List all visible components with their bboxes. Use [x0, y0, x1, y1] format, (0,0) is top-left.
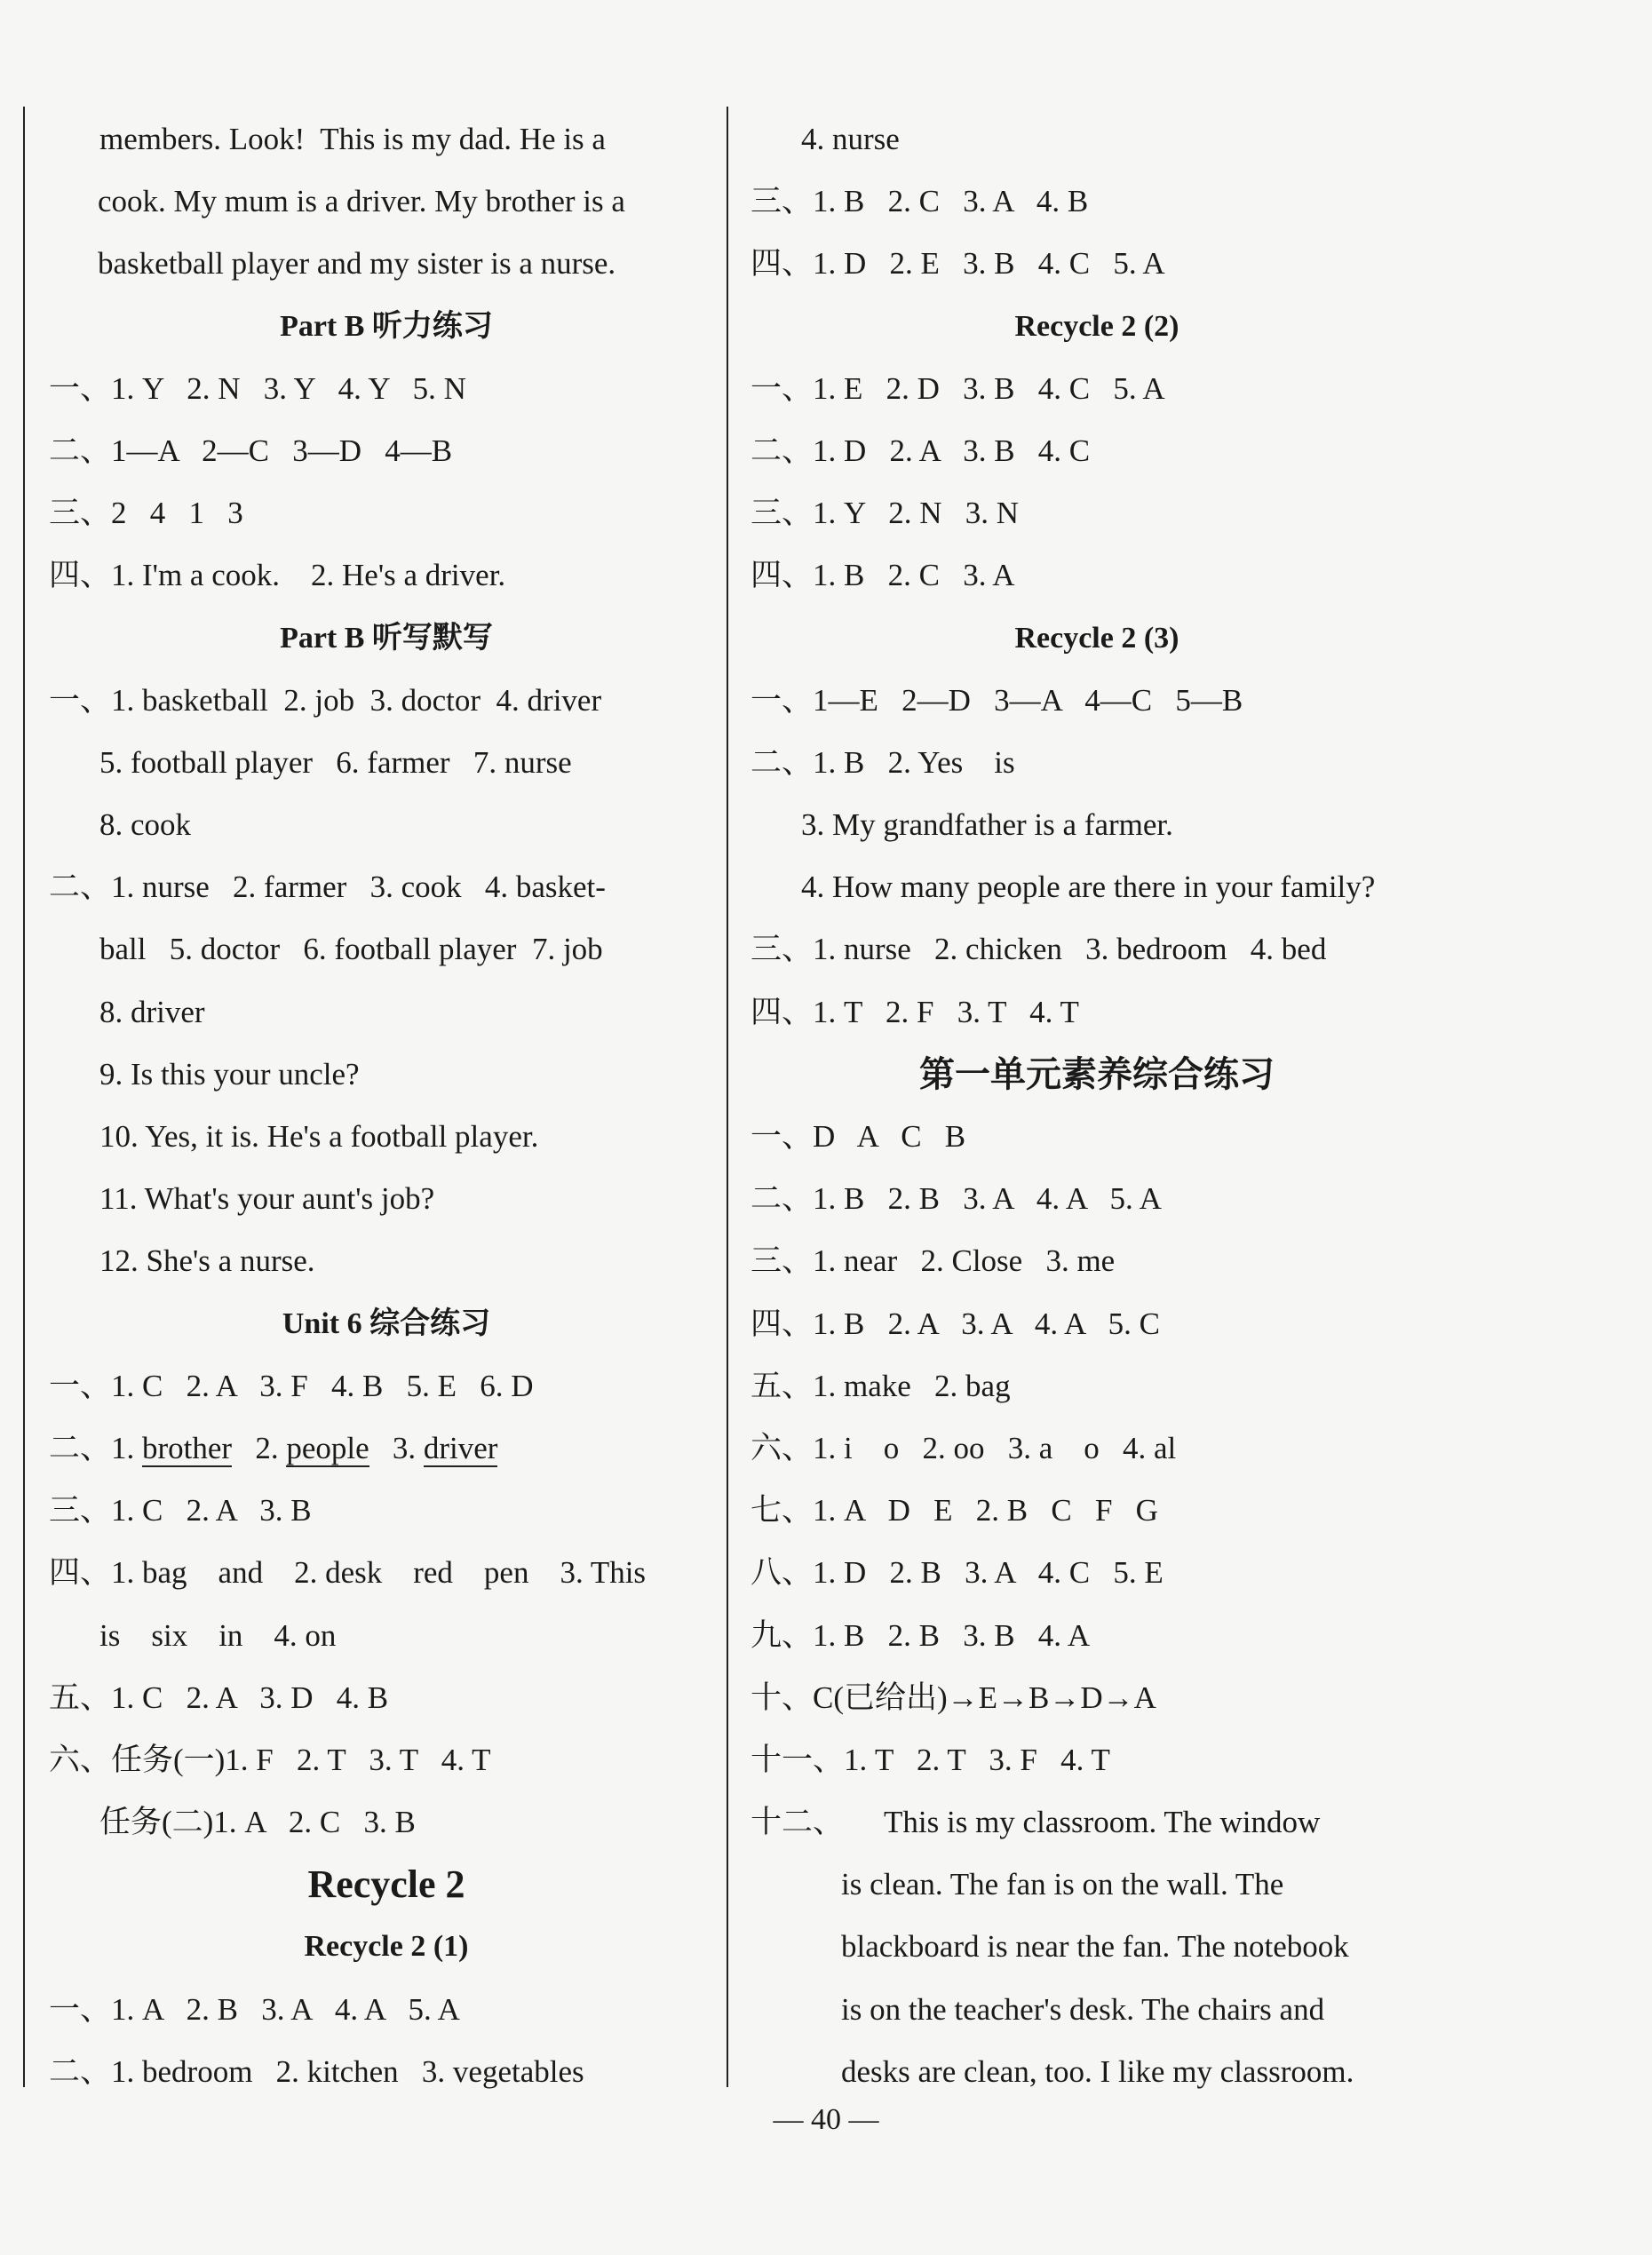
answer-line: 十一、1. T 2. T 3. F 4. T [751, 1742, 1110, 1777]
underlined-answer: people [286, 1430, 369, 1465]
answer-line: 12. She's a nurse. [99, 1243, 315, 1279]
answer-line: 10. Yes, it is. He's a football player. [99, 1119, 539, 1154]
right-column [751, 108, 1443, 2103]
section-heading: Recycle 2 (2) [1014, 309, 1179, 343]
section-heading: Unit 6 综合练习 [282, 1306, 491, 1340]
section-heading: Part B 听写默写 [280, 621, 493, 655]
underlined-answer: brother [142, 1430, 233, 1465]
text-line: members. Look! This is my dad. He is a [99, 122, 606, 156]
answer-line: 九、1. B 2. B 3. B 4. A [751, 1617, 1091, 1653]
column-divider [727, 107, 728, 2087]
answer-line [751, 1791, 1443, 1854]
answer-prefix: 3. [369, 1430, 424, 1465]
answer-line: 三、1. nurse 2. chicken 3. bedroom 4. bed [751, 932, 1327, 967]
page-number: — 40 — [773, 2103, 879, 2136]
answer-line: 一、1. Y 2. N 3. Y 4. Y 5. N [49, 370, 466, 406]
answer-line: 二、1. D 2. A 3. B 4. C [751, 433, 1091, 468]
answer-line: ball 5. doctor 6. football player 7. job [99, 932, 603, 967]
answer-line: 四、1. B 2. A 3. A 4. A 5. C [751, 1306, 1160, 1341]
answer-line: 七、1. A D E 2. B C F G [751, 1493, 1158, 1528]
answer-line: 二、1. B 2. B 3. A 4. A 5. A [751, 1181, 1162, 1217]
answer-line: 三、1. C 2. A 3. B [49, 1493, 312, 1528]
answer-line: 4. How many people are there in your family? [801, 869, 1376, 905]
answer-line: 六、任务(一)1. F 2. T 3. T 4. T [49, 1742, 491, 1777]
section-heading: Recycle 2 (3) [1014, 621, 1179, 655]
answer-line: 四、1. D 2. E 3. B 4. C 5. A [751, 246, 1165, 282]
answer-line: 二、1. bedroom 2. kitchen 3. vegetables [49, 2053, 584, 2089]
unit-heading: Recycle 2 [307, 1862, 465, 1907]
underlined-answer: driver [423, 1430, 498, 1465]
essay-line: is on the teacher's desk. The chairs and [841, 1991, 1325, 2027]
answer-prefix: 十二、 [751, 1805, 845, 1840]
text-line: basketball player and my sister is a nurse. [98, 246, 616, 282]
answer-line: 四、1. I'm a cook. 2. He's a driver. [49, 558, 506, 593]
left-column [49, 108, 724, 2103]
answer-line: 四、1. T 2. F 3. T 4. T [751, 994, 1079, 1029]
essay-text: This is my classroom. The window [884, 1805, 1321, 1840]
section-heading: Recycle 2 (1) [304, 1930, 469, 1964]
answer-line: 8. driver [99, 994, 205, 1029]
answer-line: 一、1. C 2. A 3. F 4. B 5. E 6. D [49, 1368, 534, 1403]
answer-line: 六、1. i o 2. oo 3. a o 4. al [751, 1430, 1177, 1465]
answer-line: 二、1. nurse 2. farmer 3. cook 4. basket- [49, 869, 606, 905]
answer-line: 8. cook [99, 807, 192, 843]
essay-line: desks are clean, too. I like my classroom. [841, 2053, 1354, 2089]
answer-line: 四、1. B 2. C 3. A [751, 558, 1015, 593]
answer-line: 3. My grandfather is a farmer. [801, 807, 1173, 843]
answer-line: 十、C(已给出)→E→B→D→A [751, 1679, 1156, 1715]
answer-line-underlined [49, 1417, 724, 1480]
answer-line: 一、1. E 2. D 3. B 4. C 5. A [751, 370, 1165, 406]
text-line: cook. My mum is a driver. My brother is a [98, 184, 625, 219]
essay-line: blackboard is near the fan. The notebook [841, 1929, 1349, 1965]
answer-line: 二、1. B 2. Yes is [751, 744, 1015, 780]
answer-line: is six in 4. on [99, 1617, 337, 1653]
answer-line: 四、1. bag and 2. desk red pen 3. This [49, 1555, 647, 1591]
answer-line: 五、1. C 2. A 3. D 4. B [49, 1679, 389, 1715]
answer-line: 9. Is this your uncle? [99, 1056, 360, 1092]
answer-prefix: 2. [232, 1430, 287, 1465]
answer-line: 一、D A C B [751, 1119, 966, 1154]
answer-line: 一、1. basketball 2. job 3. doctor 4. driver [49, 682, 602, 718]
answer-line: 任务(二)1. A 2. C 3. B [99, 1805, 416, 1840]
answer-line: 三、1. near 2. Close 3. me [751, 1243, 1116, 1279]
answer-line: 二、1—A 2—C 3—D 4—B [49, 433, 453, 468]
answer-line: 五、1. make 2. bag [751, 1368, 1011, 1403]
essay-line: is clean. The fan is on the wall. The [841, 1867, 1284, 1902]
answer-line: 11. What's your aunt's job? [99, 1181, 435, 1217]
answer-line: 一、1—E 2—D 3—A 4—C 5—B [751, 682, 1243, 718]
answer-line: 三、2 4 1 3 [49, 496, 243, 531]
unit-heading: 第一单元素养综合练习 [919, 1053, 1275, 1094]
answer-line: 一、1. A 2. B 3. A 4. A 5. A [49, 1991, 460, 2027]
answer-line: 八、1. D 2. B 3. A 4. C 5. E [751, 1555, 1164, 1591]
answer-line: 三、1. Y 2. N 3. N [751, 496, 1020, 531]
answer-prefix: 二、1. [49, 1430, 143, 1465]
answer-line: 三、1. B 2. C 3. A 4. B [751, 184, 1089, 219]
answer-line: 4. nurse [801, 122, 900, 156]
left-margin-rule [23, 107, 25, 2087]
section-heading: Part B 听力练习 [280, 309, 493, 343]
answer-line: 5. football player 6. farmer 7. nurse [99, 744, 572, 780]
